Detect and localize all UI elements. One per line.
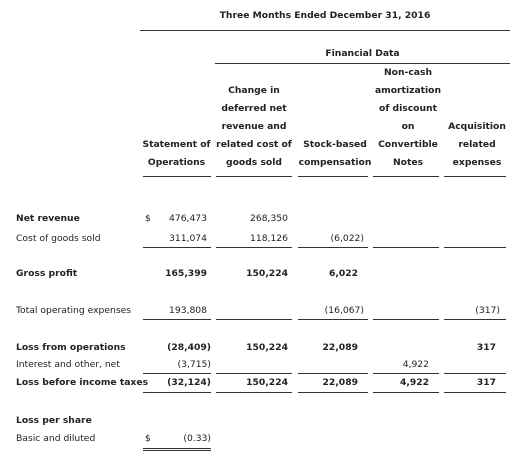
header-rule-stock <box>298 176 368 177</box>
loss-ops-deferred: 150,224 <box>246 342 288 353</box>
col-deferred-line4: related cost of <box>216 139 292 150</box>
col-deferred-line2: deferred net <box>221 103 287 114</box>
loss-before-tax-acquisition: 317 <box>476 377 496 388</box>
col-acquisition-line3: expenses <box>452 157 502 168</box>
interest-rule-stock <box>298 373 368 374</box>
loss-before-tax-noncash: 4,922 <box>399 377 429 388</box>
header-rule-noncash <box>373 176 439 177</box>
total-rule-noncash <box>373 392 439 393</box>
period-header: Three Months Ended December 31, 2016 <box>219 10 431 21</box>
basic-currency: $ <box>145 433 151 444</box>
total-rule-acquisition <box>444 392 506 393</box>
row-label-loss-before-tax: Loss before income taxes <box>16 377 149 388</box>
loss-ops-acquisition: 317 <box>476 342 496 353</box>
row-label-net-revenue: Net revenue <box>16 213 80 224</box>
loss-ops-statement: (28,409) <box>167 342 211 353</box>
period-header-underline <box>140 30 510 31</box>
opex-stock: (16,067) <box>324 305 364 316</box>
basic-statement: (0.33) <box>183 433 211 444</box>
loss-ops-stock: 22,089 <box>322 342 358 353</box>
gross-profit-stock: 6,022 <box>328 268 358 279</box>
cogs-rule-deferred <box>216 247 292 248</box>
cogs-rule-noncash <box>373 247 439 248</box>
col-stock-line1: Stock-based <box>303 139 367 150</box>
opex-rule-stock <box>298 319 368 320</box>
loss-before-tax-stock: 22,089 <box>322 377 358 388</box>
gross-profit-deferred: 150,224 <box>246 268 288 279</box>
col-noncash-line2: amortization <box>374 85 442 96</box>
row-label-basic-diluted: Basic and diluted <box>16 433 96 444</box>
net-revenue-deferred: 268,350 <box>250 213 288 224</box>
row-label-loss-ops: Loss from operations <box>16 342 126 353</box>
financial-data-header: Financial Data <box>325 48 400 59</box>
cogs-rule-stock <box>298 247 368 248</box>
opex-statement: 193,808 <box>169 305 207 316</box>
row-label-cogs: Cost of goods sold <box>16 233 101 244</box>
opex-rule-statement <box>143 319 211 320</box>
interest-rule-noncash <box>373 373 439 374</box>
col-noncash-line5: Convertible <box>378 139 438 150</box>
col-noncash-line6: Notes <box>392 157 424 168</box>
cogs-statement: 311,074 <box>169 233 207 244</box>
loss-before-tax-statement: (32,124) <box>167 377 211 388</box>
interest-noncash: 4,922 <box>402 359 429 370</box>
col-noncash-line4: on <box>401 121 415 132</box>
col-acquisition-line2: related <box>458 139 496 150</box>
row-label-opex: Total operating expenses <box>16 305 132 316</box>
total-rule-deferred <box>216 392 292 393</box>
cogs-rule-statement <box>143 247 211 248</box>
loss-before-tax-deferred: 150,224 <box>246 377 288 388</box>
col-deferred-line5: goods sold <box>226 157 282 168</box>
col-acquisition-line1: Acquisition <box>448 121 506 132</box>
cogs-stock: (6,022) <box>330 233 364 244</box>
opex-rule-noncash <box>373 319 439 320</box>
cogs-deferred: 118,126 <box>250 233 288 244</box>
header-rule-acquisition <box>444 176 506 177</box>
financial-data-underline <box>215 63 510 64</box>
row-label-gross-profit: Gross profit <box>16 268 78 279</box>
row-label-interest: Interest and other, net <box>16 359 120 370</box>
opex-acquisition: (317) <box>475 305 500 316</box>
cogs-rule-acquisition <box>444 247 506 248</box>
col-statement-line2: Operations <box>147 157 206 168</box>
total-rule-stock <box>298 392 368 393</box>
interest-statement: (3,715) <box>177 359 211 370</box>
col-stock-line2: compensation <box>298 157 372 168</box>
header-rule-statement <box>143 176 211 177</box>
interest-rule-acquisition <box>444 373 506 374</box>
col-deferred-line1: Change in <box>228 85 280 96</box>
interest-rule-statement <box>143 373 211 374</box>
total-rule-statement <box>143 392 211 393</box>
col-deferred-line3: revenue and <box>221 121 287 132</box>
interest-rule-deferred <box>216 373 292 374</box>
opex-rule-acquisition <box>444 319 506 320</box>
opex-rule-deferred <box>216 319 292 320</box>
net-revenue-currency: $ <box>145 213 151 224</box>
net-revenue-statement: 476,473 <box>169 213 207 224</box>
col-noncash-line3: of discount <box>379 103 437 114</box>
col-noncash-line1: Non-cash <box>383 67 432 78</box>
basic-double-rule <box>143 448 211 451</box>
col-statement-line1: Statement of <box>142 139 211 150</box>
row-label-loss-per-share: Loss per share <box>16 415 92 426</box>
header-rule-deferred <box>216 176 292 177</box>
gross-profit-statement: 165,399 <box>165 268 207 279</box>
